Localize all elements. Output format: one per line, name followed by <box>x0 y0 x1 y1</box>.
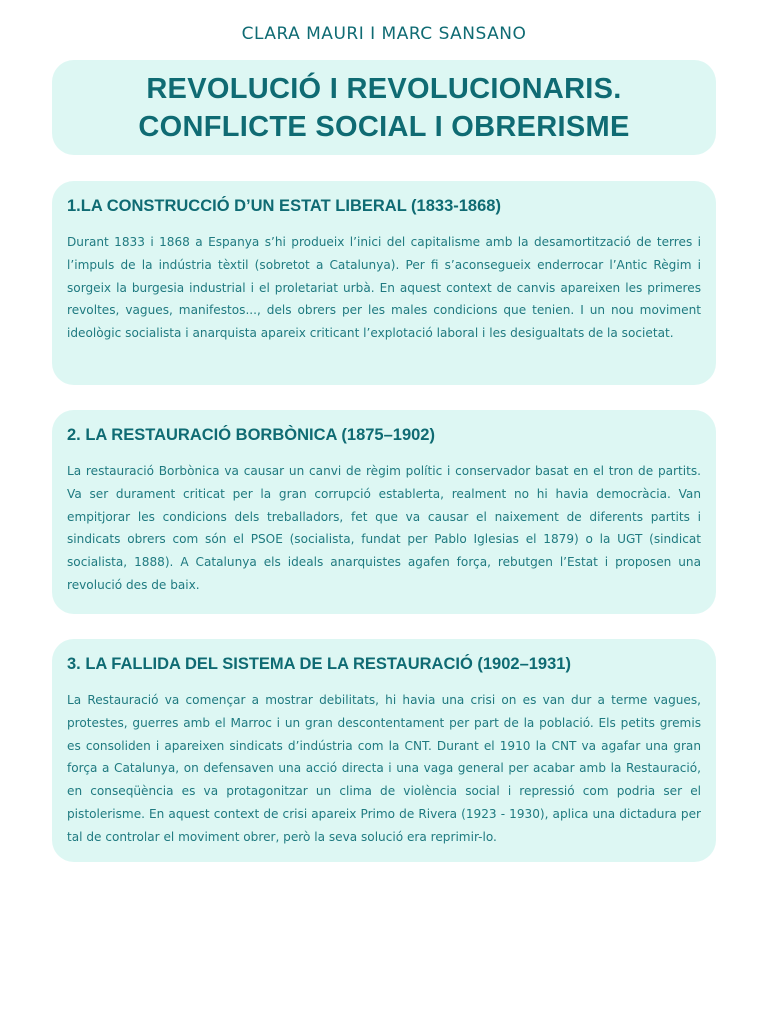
section-card-bourbon-restoration <box>52 410 716 614</box>
section-body: La restauració Borbònica va causar un canvi de règim polític i conservador basat en el tron de partits. Va ser durament criticat per la gran corrupció establerta, realment no hi havia democràcia. Van empitjorar les condicions dels treballadors, fet que va causar el naixement de diferents partits i sindicats obrers com són el PSOE (socialista, fundat per Pablo Iglesias el 1879) o la UGT (sindicat socialista, 1888). A Catalunya els ideals anarquistes agafen força, rebutgen l’Estat i proposen una revolució des de baix. <box>67 464 701 592</box>
section-card-liberal-state <box>52 181 716 385</box>
section-heading: 2. LA RESTAURACIÓ BORBÒNICA (1875–1902) <box>67 426 435 444</box>
authors: CLARA MAURI I MARC SANSANO <box>241 24 527 44</box>
section-heading: 1.LA CONSTRUCCIÓ D’UN ESTAT LIBERAL (1833-1868) <box>67 197 501 215</box>
section-body: Durant 1833 i 1868 a Espanya s’hi produeix l’inici del capitalisme amb la desamortització de terres i l’impuls de la indústria tèxtil (sobretot a Catalunya). Per fi s’aconsegueix enderrocar l’Antic Règim i sorgeix la burgesia industrial i el proletariat urbà. En aquest context de canvis apareixen les primeres revoltes, vagues, manifestos..., dels obrers per les males condicions que tenien. I un nou moviment ideològic socialista i anarquista apareix criticant l’explotació laboral i les desigualtats de la societat. <box>67 235 701 341</box>
title-card <box>52 60 716 155</box>
page-title-line-1: REVOLUCIÓ I REVOLUCIONARIS. <box>146 72 622 105</box>
section-card-restoration-failure <box>52 639 716 862</box>
section-body: La Restauració va començar a mostrar debilitats, hi havia una crisi on es van dur a terme vagues, protestes, guerres amb el Marroc i un gran descontentament per part de la població. Els petits gremis es consoliden i apareixen sindicats d’indústria com la CNT. Durant el 1910 la CNT va agafar una gran força a Catalunya, on defensaven una acció directa i una vaga general per acabar amb la Restauració, en conseqüència es va protagonitzar un clima de violència social i repressió com podria ser el pistolerisme. En aquest context de crisi apareix Primo de Rivera (1923 - 1930), aplica una dictadura per tal de controlar el moviment obrer, però la seva solució era reprimir-lo. <box>67 693 701 844</box>
page-title-line-2: CONFLICTE SOCIAL I OBRERISME <box>138 110 630 143</box>
section-heading: 3. LA FALLIDA DEL SISTEMA DE LA RESTAURACIÓ (1902–1931) <box>67 655 571 673</box>
